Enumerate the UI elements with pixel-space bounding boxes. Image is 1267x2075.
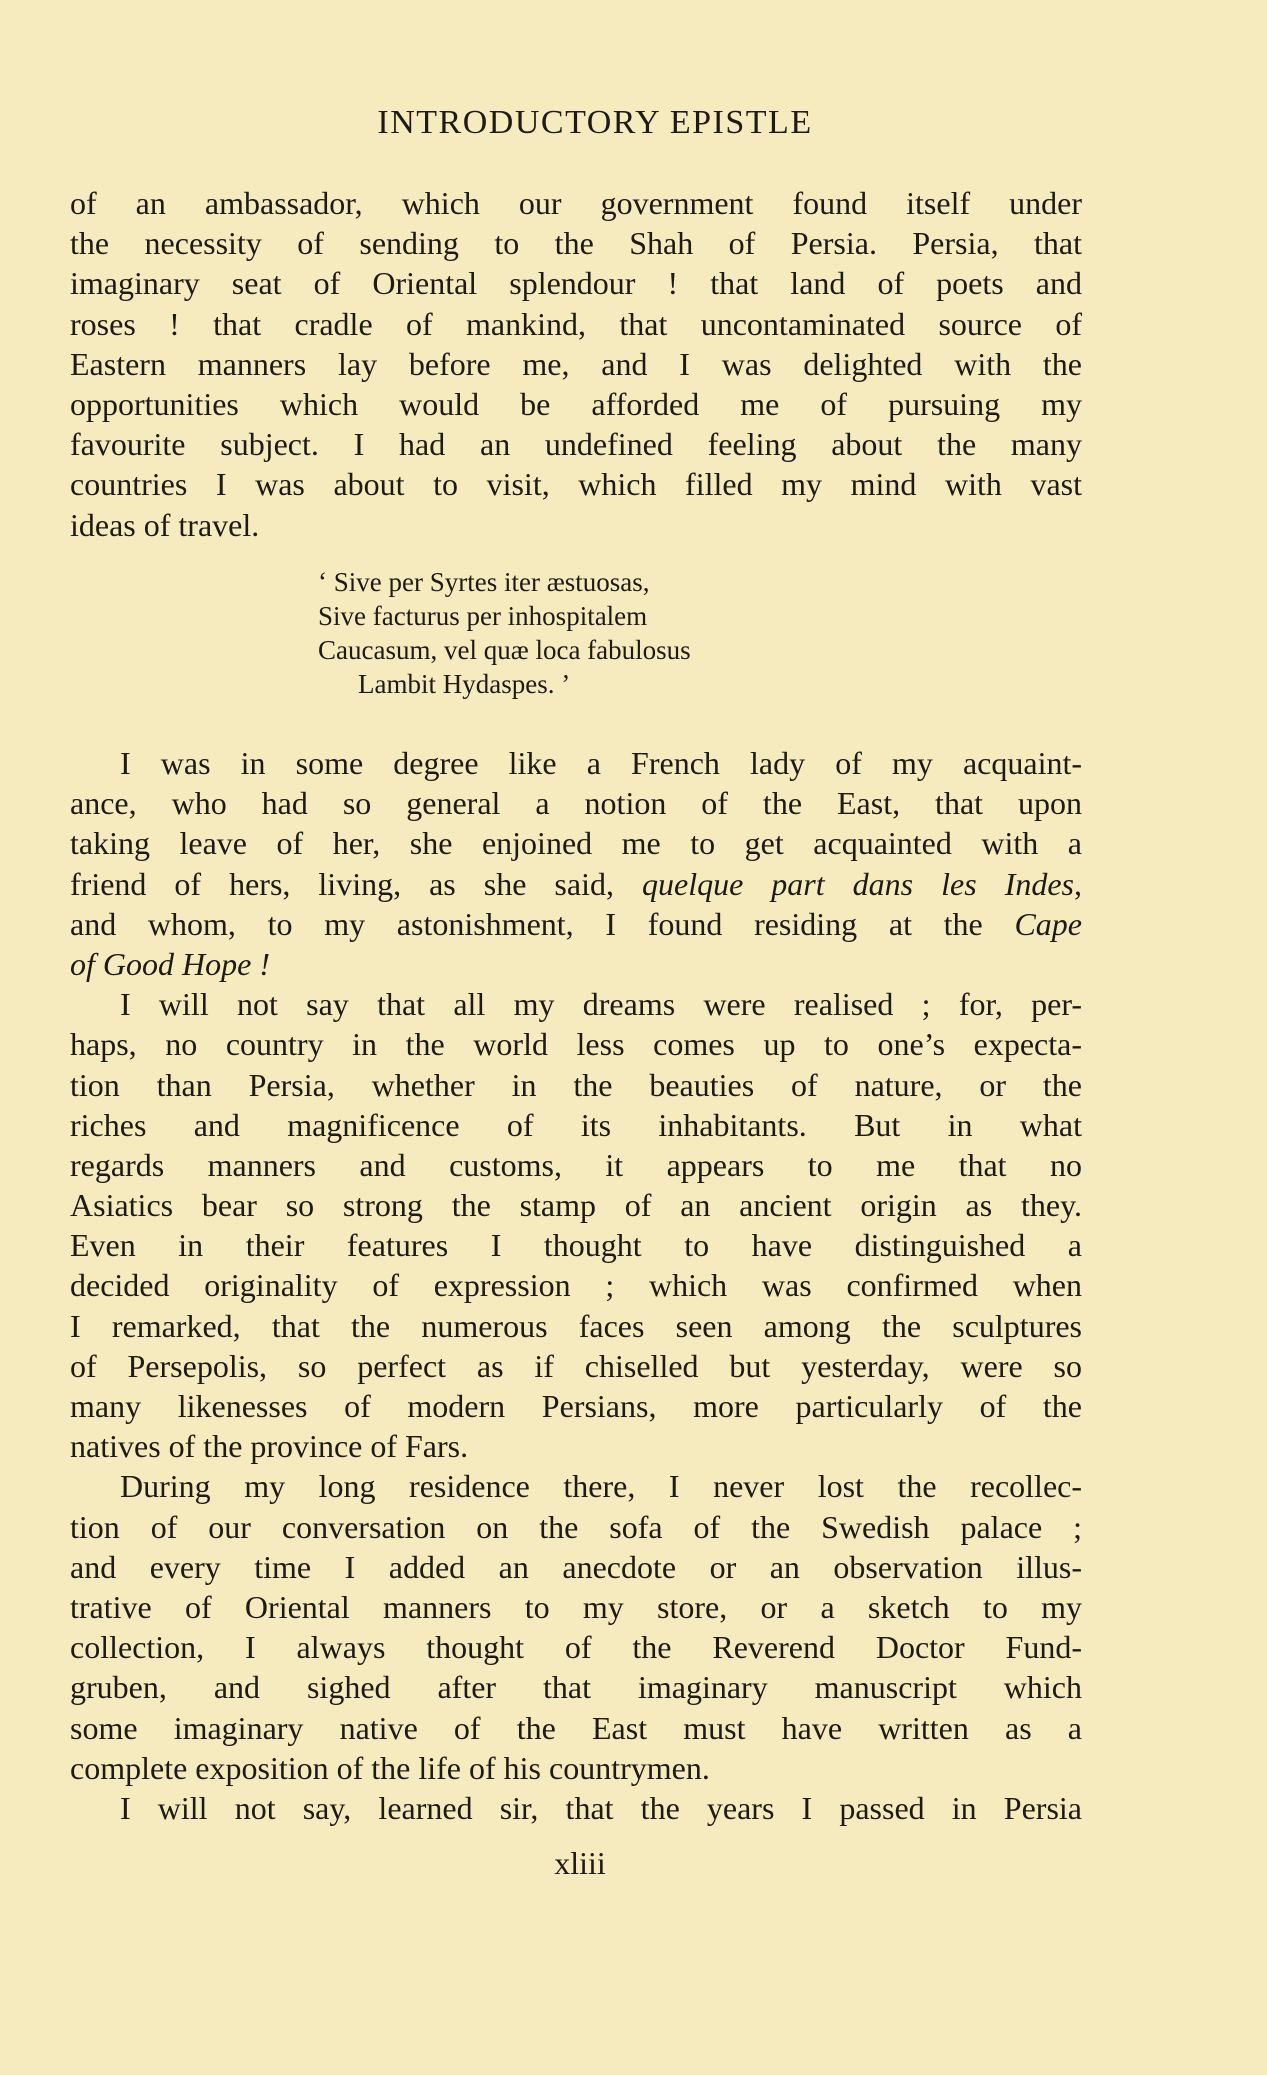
text-line: of an ambassador, which our government found itself under bbox=[70, 185, 1082, 221]
text-line: imaginary seat of Oriental splendour ! that land of poets and bbox=[70, 265, 1082, 302]
text-run: friend of hers, living, as she said, bbox=[70, 865, 642, 902]
paragraph-continued bbox=[70, 183, 1082, 545]
text-line: I remarked, that the numerous faces seen among the sculptures bbox=[70, 1307, 1082, 1344]
text-line bbox=[70, 864, 1082, 904]
text-line: I was in some degree like a French lady of my acquaint- bbox=[120, 745, 1082, 781]
text-line: haps, no country in the world less comes up to one’s expecta- bbox=[70, 1026, 1082, 1063]
body-text bbox=[70, 743, 1082, 1828]
italic-phrase: Cape bbox=[1014, 905, 1082, 942]
text-line: I will not say, learned sir, that the years I passed in Persia bbox=[120, 1789, 1082, 1826]
text-line: complete exposition of the life of his countrymen. bbox=[70, 1749, 710, 1786]
text-line: During my long residence there, I never lost the recollec- bbox=[120, 1468, 1082, 1505]
page-number: xliii bbox=[554, 1845, 606, 1881]
text-line: the necessity of sending to the Shah of Persia. Persia, that bbox=[70, 225, 1082, 262]
text-line: many likenesses of modern Persians, more particularly of the bbox=[70, 1388, 1082, 1424]
text-line bbox=[70, 944, 1082, 984]
text-line: collection, I always thought of the Reverend Doctor Fund- bbox=[70, 1629, 1082, 1666]
text-line: roses ! that cradle of mankind, that uncontaminated source of bbox=[70, 305, 1082, 342]
running-head: INTRODUCTORY EPISTLE bbox=[377, 104, 813, 141]
italic-phrase: quelque part dans les Indes bbox=[642, 865, 1075, 902]
text-line: tion than Persia, whether in the beauties of nature, or the bbox=[70, 1066, 1082, 1103]
text-line: Even in their features I thought to have distinguished a bbox=[70, 1227, 1082, 1264]
text-line: taking leave of her, she enjoined me to get acquainted with a bbox=[70, 825, 1082, 862]
quotation-line: Caucasum, vel quæ loca fabulosus bbox=[318, 635, 691, 665]
text-line: riches and magnificence of its inhabitants. But in what bbox=[70, 1106, 1082, 1143]
text-line: some imaginary native of the East must have written as a bbox=[70, 1709, 1082, 1746]
text-line: and every time I added an anecdote or an observation illus- bbox=[70, 1548, 1082, 1585]
text-line: Eastern manners lay before me, and I was delighted with the bbox=[70, 345, 1082, 382]
text-line: decided originality of expression ; which was confirmed when bbox=[70, 1267, 1082, 1304]
latin-quotation bbox=[318, 565, 691, 701]
text-line: gruben, and sighed after that imaginary manuscript which bbox=[70, 1669, 1082, 1706]
text-line: favourite subject. I had an undefined feeling about the many bbox=[70, 426, 1082, 463]
quotation-line: Sive facturus per inhospitalem bbox=[318, 601, 648, 631]
text-line: Asiatics bear so strong the stamp of an ancient origin as they. bbox=[70, 1187, 1082, 1224]
text-line: ideas of travel. bbox=[70, 506, 260, 543]
italic-phrase: of Good Hope ! bbox=[70, 945, 270, 982]
text-line: opportunities which would be afforded me of pursuing my bbox=[70, 385, 1082, 422]
text-run: and whom, to my astonishment, I found residing at the bbox=[70, 905, 1015, 942]
text-line: of Persepolis, so perfect as if chiselled but yesterday, were so bbox=[70, 1347, 1082, 1384]
quotation-line: ‘ Sive per Syrtes iter æstuosas, bbox=[318, 567, 650, 597]
text-line: regards manners and customs, it appears to me that no bbox=[70, 1146, 1082, 1183]
text-line bbox=[70, 904, 1082, 944]
text-line: tion of our conversation on the sofa of the Swedish palace ; bbox=[70, 1508, 1082, 1545]
text-line: countries I was about to visit, which filled my mind with vast bbox=[70, 466, 1082, 503]
text-line: I will not say that all my dreams were realised ; for, per- bbox=[120, 986, 1082, 1023]
text-line: natives of the province of Fars. bbox=[70, 1428, 469, 1465]
text-line: trative of Oriental manners to my store, or a sketch to my bbox=[70, 1588, 1082, 1625]
text-run: , bbox=[1074, 865, 1083, 902]
text-line: ance, who had so general a notion of the East, that upon bbox=[70, 785, 1082, 822]
quotation-line: Lambit Hydaspes. ’ bbox=[358, 669, 571, 699]
